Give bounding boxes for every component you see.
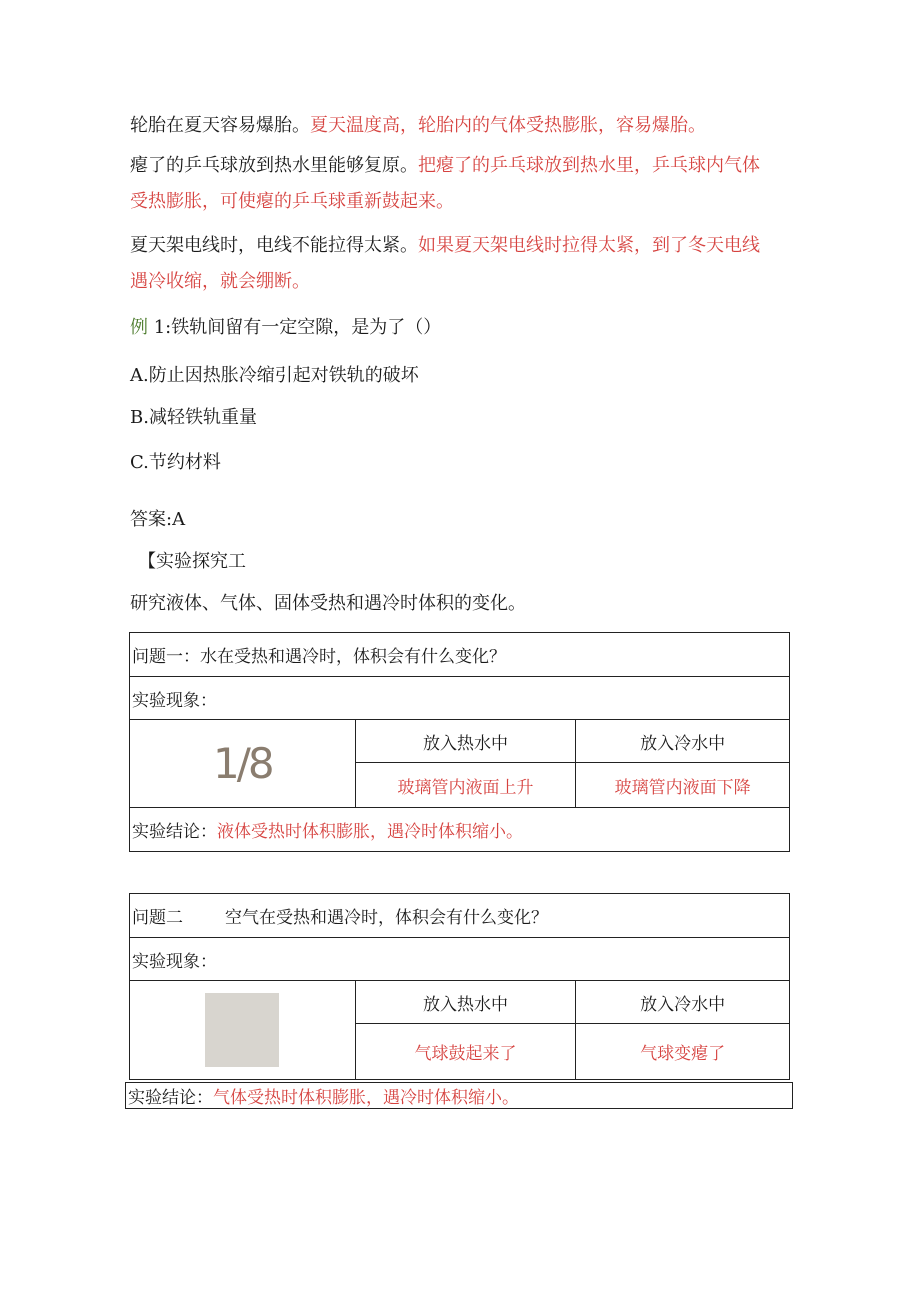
phenomenon-label: 实验现象： [130,677,790,720]
paragraph-tire [130,114,706,138]
conclusion-cell [126,1083,793,1109]
example-question-text: 1:铁轨间留有一定空隙，是为了（） [148,317,442,338]
experiment-table-water [129,632,790,852]
conclusion-label: 实验结论： [132,822,217,842]
column-cold-water: 放入冷水中 [576,720,790,763]
figure-glyph: 1/8 [213,739,272,788]
example-question [130,316,441,340]
experiment-figure [130,720,356,808]
question-label: 问题二 [132,908,183,928]
example-prefix: 例 [130,317,148,338]
question-text: 空气在受热和遇冷时，体积会有什么变化？ [225,908,548,928]
balloon-image [205,993,279,1067]
statement-text: 轮胎在夏天容易爆胎。 [130,115,310,136]
section-intro: 研究液体、气体、固体受热和遇冷时体积的变化。 [130,593,526,614]
result-hot: 气球鼓起来了 [355,1024,576,1080]
conclusion-cell [130,808,790,852]
conclusion-text: 液体受热时体积膨胀，遇冷时体积缩小。 [217,822,523,842]
explanation-text: 夏天温度高，轮胎内的气体受热膨胀，容易爆胎。 [310,115,706,136]
section-title: 【实验探究工 [138,551,246,572]
conclusion-table-air [125,1082,793,1109]
conclusion-text: 气体受热时体积膨胀，遇冷时体积缩小。 [213,1088,519,1108]
question-cell: 问题一：水在受热和遇冷时，体积会有什么变化？ [130,633,790,677]
explanation-continuation: 受热膨胀，可使瘪的乒乓球重新鼓起来。 [130,191,454,212]
conclusion-label: 实验结论： [128,1088,213,1108]
explanation-text: 把瘪了的乒乓球放到热水里，乒乓球内气体 [418,155,760,176]
question-cell [130,894,790,938]
column-hot-water: 放入热水中 [355,720,576,763]
option-a: A.防止因热胀冷缩引起对铁轨的破坏 [130,365,419,386]
column-hot-water: 放入热水中 [355,981,576,1024]
paragraph-wire [130,234,760,258]
answer: 答案:A [130,509,186,530]
experiment-figure [130,981,356,1080]
explanation-text: 如果夏天架电线时拉得太紧，到了冬天电线 [418,235,760,256]
column-cold-water: 放入冷水中 [576,981,790,1024]
result-cold: 玻璃管内液面下降 [576,763,790,808]
statement-text: 夏天架电线时，电线不能拉得太紧。 [130,235,418,256]
result-cold: 气球变瘪了 [576,1024,790,1080]
option-b: B.减轻铁轨重量 [130,407,257,428]
phenomenon-label: 实验现象： [130,938,790,981]
option-c: C.节约材料 [130,452,221,473]
explanation-continuation: 遇冷收缩，就会绷断。 [130,271,310,292]
experiment-table-air [129,893,790,1080]
result-hot: 玻璃管内液面上升 [355,763,576,808]
statement-text: 瘪了的乒乓球放到热水里能够复原。 [130,155,418,176]
paragraph-pingpong [130,154,760,178]
